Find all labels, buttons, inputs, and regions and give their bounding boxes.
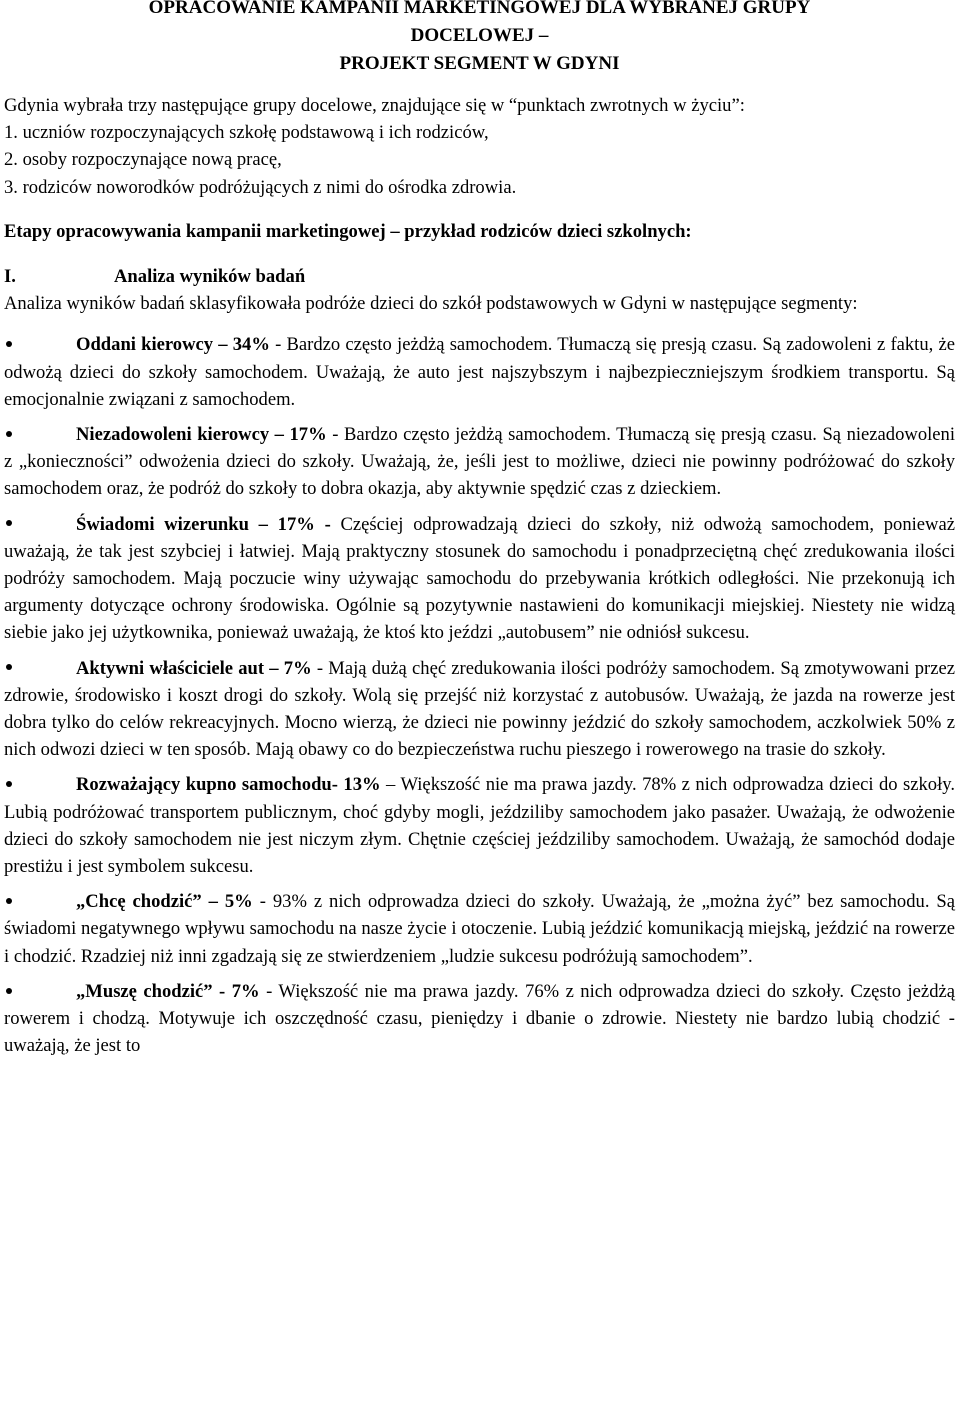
segment-title: „Chcę chodzić” – 5% [76,891,253,913]
title-line-1: OPRACOWANIE KAMPANII MARKETINGOWEJ DLA WYBRANEJ GRUPY [148,0,811,18]
bullet-icon [6,341,12,347]
section-paragraph: Analiza wyników badań sklasyfikowała podróże dzieci do szkół podstawowych w Gdyni w następujące segmenty: [4,293,858,315]
title-line-2: DOCELOWEJ – [410,25,549,46]
intro-section [4,92,955,201]
stages-heading: Etapy opracowywania kampanii marketingowej – przykład rodziców dzieci szkolnych: [4,220,692,242]
document-page [4,0,955,1060]
target-group-item: 3. rodziców noworodków podróżujących z nimi do ośrodka zdrowia. [4,176,517,198]
segment-text: Częściej odprowadzają dzieci do szkoły, niż odwożą samochodem, ponieważ uważają, że tak jest szybciej i łatwiej. Mają praktyczny stosunek do samochodu i ponadprzeciętną chęć zredukowania ilości podróży samochodem. Mają poczucie winy używając samochodu do przebywania krótkich odległości. Nie przekonują ich argumenty dotyczące ochrony środowiska. Ogólnie są pozytywnie nastawieni do komunikacji miejskiej. Niestety nie widzą siebie jako jej użytkownika, ponieważ uważają, że ktoś kto jeździ „autobusem” nie odniósł sukcesu. [4,513,955,644]
segment-text: - Mają dużą chęć zredukowania ilości podróży samochodem. Są zmotywowani przez zdrowie, środowisko i koszt drogi do szkoły. Wolą się przejść niż korzystać z autobusów. Uważają, że jazda na rowerze jest dobra tylko do celów rekreacyjnych. Mocno wierzą, że dzieci nie powinny jeździć do szkoły samochodem, aczkolwiek 50% z nich odwozi dzieci w ten sposób. Mają obawy co do bezpieczeństwa ruchu pieszego i rowerowego na trasie do szkoły. [4,657,955,761]
list-item [4,655,955,764]
document-title [4,0,955,78]
bullet-icon [6,431,12,437]
bullet-icon [6,898,12,904]
target-group-item: 1. uczniów rozpoczynających szkołę podstawową i ich rodziców, [4,122,489,144]
bullet-icon [6,664,12,670]
list-item [4,771,955,880]
section-title: Analiza wyników badań [114,266,306,288]
segment-title: „Muszę chodzić” - 7% [76,980,260,1002]
list-item [4,511,955,647]
section-heading [4,263,955,290]
bullet-icon [6,520,12,526]
list-item [4,421,955,503]
section-number: I. [4,266,16,288]
segment-text: - Większość nie ma prawa jazdy. 76% z nich odprowadza dzieci do szkoły. Często jeżdżą rowerem i chodzą. Motywuje ich oszczędność czasu, pieniędzy i dbanie o zdrowie. Niestety nie bardzo lubią chodzić - uważają, że jest to [4,980,955,1057]
list-item [4,978,955,1060]
list-item [4,331,955,413]
segment-title: Oddani kierowcy – 34% [76,334,270,356]
segment-text: - Bardzo często jeżdżą samochodem. Tłumaczą się presją czasu. Są niezadowoleni z „konieczności” odwożenia dzieci do szkoły. Uważają, że, jeśli jest to możliwe, dzieci nie powinny podróżować do szkoły samochodem oraz, że podróż do szkoły to dobra okazja, aby aktywnie spędzić czas z dzieckiem. [4,424,955,500]
segment-text: - 93% z nich odprowadza dzieci do szkoły. Uważają, że „można żyć” bez samochodu. Są świadomi negatywnego wpływu samochodu na nasze życie i otoczenie. Lubią jeździć komunikacją miejską, jeździć na rowerze i chodzić. Rzadziej niż inni zgadzają się ze stwierdzeniem „ludzie sukcesu podróżują samochodem”. [4,891,956,967]
segment-text: - Bardzo często jeżdżą samochodem. Tłumaczą się presją czasu. Są zadowoleni z faktu, że odwożą dzieci do szkoły samochodem. Uważają, że auto jest najszybszym i najbezpieczniejszym środkiem transportu. Są emocjonalnie związani z samochodem. [4,334,955,410]
segment-title: Rozważający kupno samochodu- 13% [76,774,381,796]
list-item [4,888,955,970]
segment-title: Aktywni właściciele aut – 7% [76,657,312,679]
intro-lead: Gdynia wybrała trzy następujące grupy docelowe, znajdujące się w “punktach zwrotnych w życiu”: [4,95,745,116]
bullet-icon [6,781,12,787]
segment-title: Świadomi wizerunku – 17% - [76,513,331,535]
bullet-icon [6,988,12,994]
title-line-3: PROJEKT SEGMENT W GDYNI [339,53,620,74]
segment-title: Niezadowoleni kierowcy – 17% [76,424,327,446]
segment-list [4,331,955,1059]
segment-text: – Większość nie ma prawa jazdy. 78% z nich odprowadza dzieci do szkoły. Lubią podróżować transportem publicznym, choć gdyby mogli, jeździliby samochodem jako pasażer. Uważają, że odwożenie dzieci do szkoły samochodem nie jest niczym złym. Chętnie częściej jeździliby samochodem. Uważają, że samochód dodaje prestiżu i jest symbolem sukcesu. [4,774,956,878]
target-group-item: 2. osoby rozpoczynające nową pracę, [4,149,282,171]
